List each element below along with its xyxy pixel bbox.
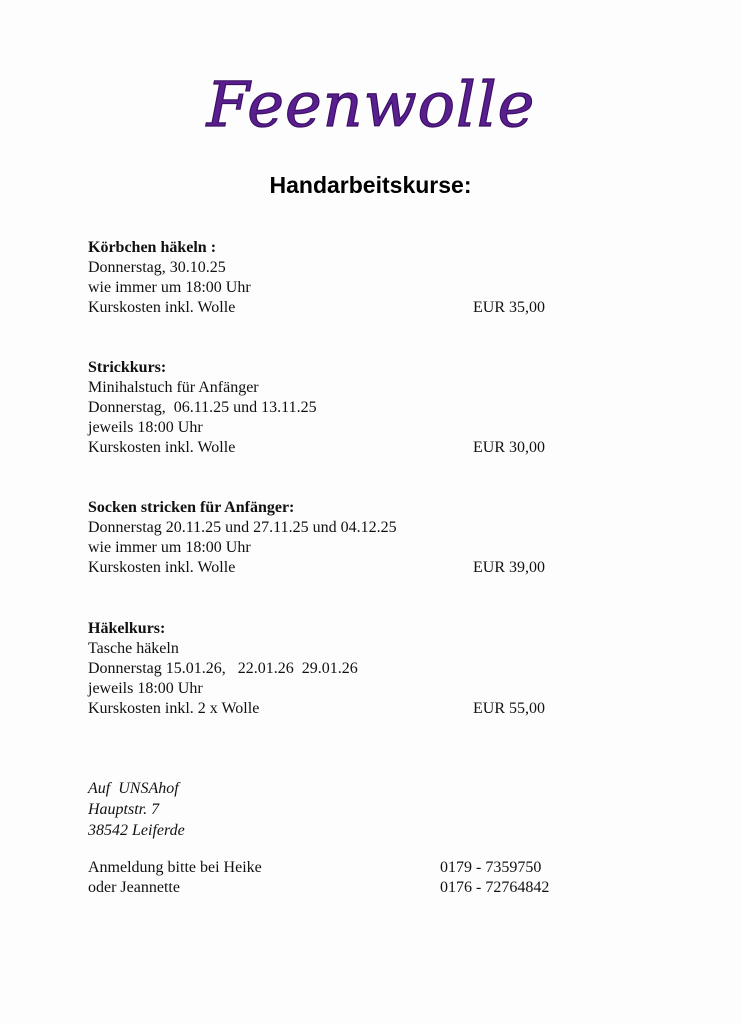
course-time: jeweils 18:00 Uhr (88, 680, 203, 697)
course-cost-row (88, 438, 568, 458)
contact-label: oder Jeannette (88, 879, 180, 896)
course-title: Socken stricken für Anfänger: (88, 499, 295, 516)
address-name: Auf UNSAhof (88, 780, 179, 797)
logo (0, 68, 741, 148)
course-time: wie immer um 18:00 Uhr (88, 279, 251, 296)
course-cost-label: Kurskosten inkl. Wolle (88, 439, 236, 456)
course-korbchen (88, 238, 568, 318)
course-price: EUR 39,00 (473, 559, 545, 576)
course-cost-label: Kurskosten inkl. 2 x Wolle (88, 700, 260, 717)
course-title: Strickkurs: (88, 359, 167, 376)
course-socken (88, 498, 568, 578)
course-cost-row (88, 699, 568, 719)
course-time: wie immer um 18:00 Uhr (88, 539, 251, 556)
course-title: Körbchen häkeln : (88, 239, 217, 256)
course-topic: Minihalstuch für Anfänger (88, 379, 259, 396)
course-cost-label: Kurskosten inkl. Wolle (88, 559, 236, 576)
logo-text: Feenwolle (206, 68, 535, 141)
course-cost-row (88, 298, 568, 318)
contact-block (88, 858, 568, 898)
course-price: EUR 35,00 (473, 299, 545, 316)
course-price: EUR 55,00 (473, 700, 545, 717)
course-date: Donnerstag, 06.11.25 und 13.11.25 (88, 399, 317, 416)
course-cost-row (88, 558, 568, 578)
contact-label: Anmeldung bitte bei Heike (88, 859, 262, 876)
address-city: 38542 Leiferde (88, 822, 185, 839)
logo-graphic (191, 68, 551, 148)
contact-row (88, 878, 568, 898)
page-title: Handarbeitskurse: (269, 172, 472, 198)
course-date: Donnerstag, 30.10.25 (88, 259, 226, 276)
contact-phone: 0176 - 72764842 (440, 879, 550, 896)
contact-phone: 0179 - 7359750 (440, 859, 542, 876)
course-cost-label: Kurskosten inkl. Wolle (88, 299, 236, 316)
course-date: Donnerstag 15.01.26, 22.01.26 29.01.26 (88, 660, 358, 677)
course-time: jeweils 18:00 Uhr (88, 419, 203, 436)
course-hakelkurs (88, 619, 568, 719)
course-price: EUR 30,00 (473, 439, 545, 456)
address-block (88, 778, 185, 841)
course-title: Häkelkurs: (88, 620, 166, 637)
course-strickkurs (88, 358, 568, 458)
course-date: Donnerstag 20.11.25 und 27.11.25 und 04.12.25 (88, 519, 397, 536)
address-street: Hauptstr. 7 (88, 801, 160, 818)
contact-row (88, 858, 568, 878)
course-topic: Tasche häkeln (88, 640, 179, 657)
